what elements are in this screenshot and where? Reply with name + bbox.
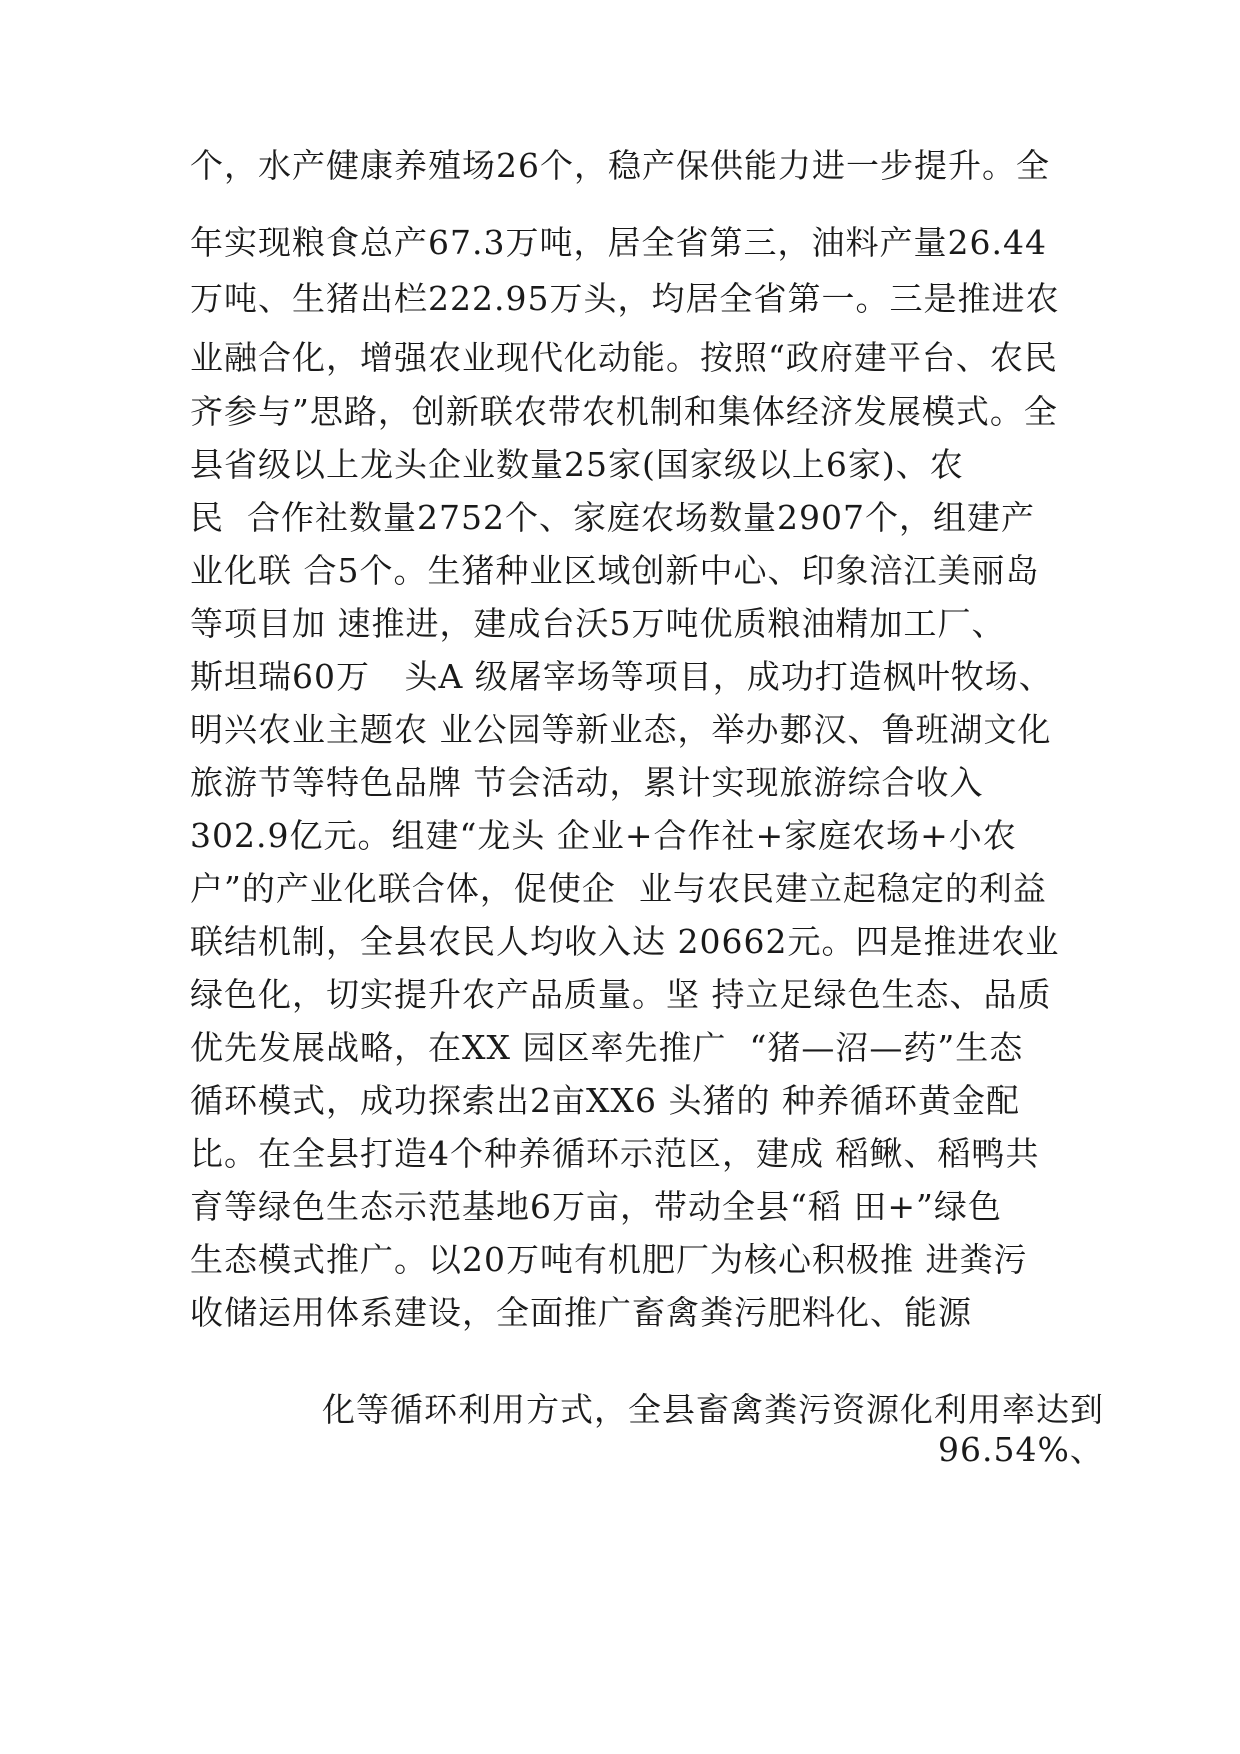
text-line-23: 化等循环利用方式，全县畜禽粪污资源化利用率达到 xyxy=(322,1390,1104,1429)
text-line-24: 96.54%、 xyxy=(938,1430,1104,1469)
text-line-3: 万吨、生猪出栏222.95万头，均居全省第一。三是推进农 xyxy=(190,279,1060,318)
text-line-1: 个，水产健康养殖场26个，稳产保供能力进一步提升。全 xyxy=(190,146,1050,185)
text-line-12: 旅游节等特色品牌 节会活动，累计实现旅游综合收入 xyxy=(190,763,984,802)
text-line-7: 民 合作社数量2752个、家庭农场数量2907个，组建产 xyxy=(190,498,1035,537)
text-line-18: 循环模式，成功探索出2亩XX6 头猪的 种养循环黄金配 xyxy=(190,1081,1020,1120)
text-line-5: 齐参与”思路，创新联农带农机制和集体经济发展模式。全 xyxy=(190,392,1058,431)
text-line-15: 联结机制，全县农民人均收入达 20662元。四是推进农业 xyxy=(190,922,1060,961)
text-line-16: 绿色化，切实提升农产品质量。坚 持立足绿色生态、品质 xyxy=(190,975,1052,1014)
text-line-17: 优先发展战略，在XX 园区率先推广 “猪—沼—药”生态 xyxy=(190,1028,1024,1067)
text-line-10: 斯坦瑞60万 头A 级屠宰场等项目，成功打造枫叶牧场、 xyxy=(190,657,1053,696)
text-line-19: 比。在全县打造4个种养循环示范区，建成 稻鳅、稻鸭共 xyxy=(190,1134,1040,1173)
text-line-4: 业融合化，增强农业现代化动能。按照“政府建平台、农民 xyxy=(190,338,1058,377)
text-line-2: 年实现粮食总产67.3万吨，居全省第三，油料产量26.44 xyxy=(190,223,1047,262)
text-line-6: 县省级以上龙头企业数量25家(国家级以上6家)、农 xyxy=(190,445,964,484)
text-line-9: 等项目加 速推进，建成台沃5万吨优质粮油精加工厂、 xyxy=(190,604,1006,643)
text-line-20: 育等绿色生态示范基地6万亩，带动全县“稻 田+”绿色 xyxy=(190,1187,1002,1226)
text-line-8: 业化联 合5个。生猪种业区域创新中心、印象涪江美丽岛 xyxy=(190,551,1040,590)
text-line-11: 明兴农业主题农 业公园等新业态，举办郪汉、鲁班湖文化 xyxy=(190,710,1052,749)
text-line-14: 户”的产业化联合体，促使企 业与农民建立起稳定的利益 xyxy=(190,869,1047,908)
text-line-13: 302.9亿元。组建“龙头 企业+合作社+家庭农场+小农 xyxy=(190,816,1017,855)
text-line-22: 收储运用体系建设，全面推广畜禽粪污肥料化、能源 xyxy=(190,1293,972,1332)
text-line-21: 生态模式推广。以20万吨有机肥厂为核心积极推 进粪污 xyxy=(190,1240,1028,1279)
